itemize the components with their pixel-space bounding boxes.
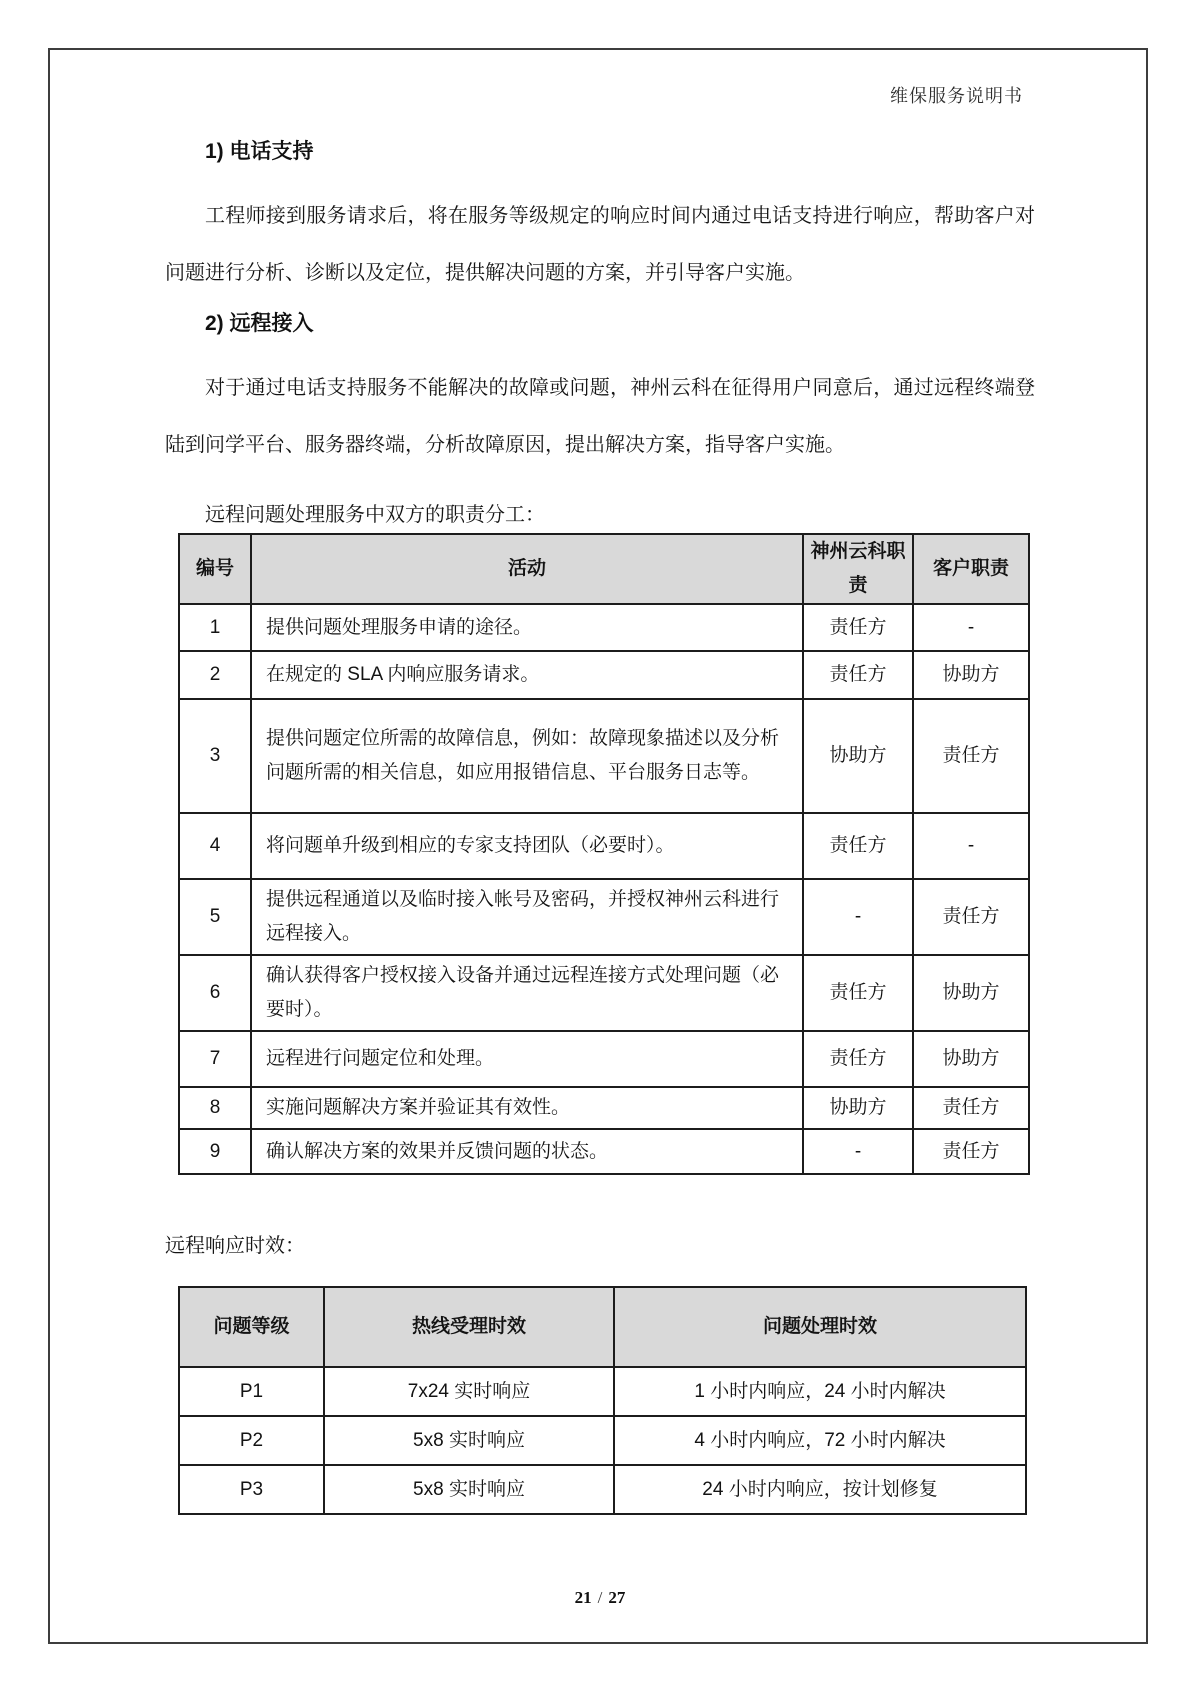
page-number-total: 27 bbox=[608, 1588, 626, 1607]
table-row bbox=[179, 1416, 1026, 1465]
table-row bbox=[179, 651, 1029, 699]
table-cell-number: 6 bbox=[179, 955, 251, 1031]
table-cell-number: 2 bbox=[179, 651, 251, 699]
responsibilities-table-intro: 远程问题处理服务中双方的职责分工： bbox=[205, 504, 545, 526]
table-row bbox=[179, 699, 1029, 813]
column-header-problem-level: 问题等级 bbox=[179, 1287, 324, 1367]
section-heading-phone-support: 1) 电话支持 bbox=[205, 140, 314, 163]
table-row bbox=[179, 1367, 1026, 1416]
table-cell-customer: - bbox=[913, 604, 1029, 651]
sla-table-intro: 远程响应时效： bbox=[165, 1235, 305, 1257]
table-cell-activity: 确认获得客户授权接入设备并通过远程连接方式处理问题（必要时）。 bbox=[251, 955, 803, 1031]
column-header-customer-responsibility: 客户职责 bbox=[913, 534, 1029, 604]
table-cell-activity: 提供问题定位所需的故障信息，例如：故障现象描述以及分析问题所需的相关信息，如应用报错信息、平台服务日志等。 bbox=[251, 699, 803, 813]
table-cell-szyk: 责任方 bbox=[803, 813, 913, 879]
table-cell-szyk: 责任方 bbox=[803, 604, 913, 651]
table-cell-hotline: 7x24 实时响应 bbox=[324, 1367, 614, 1416]
paragraph-phone-support: 工程师接到服务请求后，将在服务等级规定的响应时间内通过电话支持进行响应，帮助客户对问题进行分析、诊断以及定位，提供解决问题的方案，并引导客户实施。 bbox=[165, 205, 1035, 284]
page-number-separator: / bbox=[597, 1588, 603, 1607]
table-cell-szyk: 责任方 bbox=[803, 955, 913, 1031]
paragraph-remote-access: 对于通过电话支持服务不能解决的故障或问题，神州云科在征得用户同意后，通过远程终端登陆到问学平台、服务器终端，分析故障原因，提出解决方案，指导客户实施。 bbox=[165, 377, 1035, 456]
page-number-current: 21 bbox=[574, 1588, 592, 1607]
table-cell-activity: 提供远程通道以及临时接入帐号及密码，并授权神州云科进行远程接入。 bbox=[251, 879, 803, 955]
table-cell-level: P3 bbox=[179, 1465, 324, 1514]
page-number bbox=[0, 1588, 1200, 1608]
column-header-number: 编号 bbox=[179, 534, 251, 604]
table-cell-number: 1 bbox=[179, 604, 251, 651]
column-header-szyk-responsibility: 神州云科职责 bbox=[803, 534, 913, 604]
table-header-row bbox=[179, 534, 1029, 604]
table-cell-customer: - bbox=[913, 813, 1029, 879]
table-cell-customer: 协助方 bbox=[913, 1031, 1029, 1087]
table-cell-number: 5 bbox=[179, 879, 251, 955]
column-header-activity: 活动 bbox=[251, 534, 803, 604]
table-cell-szyk: 协助方 bbox=[803, 1087, 913, 1129]
table-cell-hotline: 5x8 实时响应 bbox=[324, 1416, 614, 1465]
section-heading-remote-access: 2) 远程接入 bbox=[205, 312, 314, 335]
table-cell-customer: 责任方 bbox=[913, 699, 1029, 813]
table-cell-number: 4 bbox=[179, 813, 251, 879]
table-cell-activity: 将问题单升级到相应的专家支持团队（必要时）。 bbox=[251, 813, 803, 879]
table-cell-customer: 责任方 bbox=[913, 1129, 1029, 1174]
table-cell-szyk: - bbox=[803, 1129, 913, 1174]
table-cell-customer: 责任方 bbox=[913, 879, 1029, 955]
table-header-row bbox=[179, 1287, 1026, 1367]
table-cell-processing: 24 小时内响应，按计划修复 bbox=[614, 1465, 1026, 1514]
table-cell-szyk: 协助方 bbox=[803, 699, 913, 813]
column-header-hotline-response: 热线受理时效 bbox=[324, 1287, 614, 1367]
table-cell-number: 3 bbox=[179, 699, 251, 813]
table-row bbox=[179, 955, 1029, 1031]
table-cell-szyk: 责任方 bbox=[803, 651, 913, 699]
table-row bbox=[179, 813, 1029, 879]
table-cell-activity: 在规定的 SLA 内响应服务请求。 bbox=[251, 651, 803, 699]
table-row bbox=[179, 604, 1029, 651]
table-cell-customer: 协助方 bbox=[913, 651, 1029, 699]
table-cell-activity: 提供问题处理服务申请的途径。 bbox=[251, 604, 803, 651]
table-row bbox=[179, 1465, 1026, 1514]
table-cell-activity: 确认解决方案的效果并反馈问题的状态。 bbox=[251, 1129, 803, 1174]
table-cell-processing: 4 小时内响应，72 小时内解决 bbox=[614, 1416, 1026, 1465]
table-cell-number: 9 bbox=[179, 1129, 251, 1174]
table-cell-hotline: 5x8 实时响应 bbox=[324, 1465, 614, 1514]
table-cell-level: P2 bbox=[179, 1416, 324, 1465]
table-row bbox=[179, 1031, 1029, 1087]
table-row bbox=[179, 1087, 1029, 1129]
table-cell-szyk: - bbox=[803, 879, 913, 955]
table-cell-customer: 责任方 bbox=[913, 1087, 1029, 1129]
sla-table bbox=[178, 1286, 1027, 1515]
table-cell-processing: 1 小时内响应，24 小时内解决 bbox=[614, 1367, 1026, 1416]
column-header-processing-time: 问题处理时效 bbox=[614, 1287, 1026, 1367]
table-row bbox=[179, 1129, 1029, 1174]
responsibilities-table bbox=[178, 533, 1030, 1175]
table-cell-number: 8 bbox=[179, 1087, 251, 1129]
table-row bbox=[179, 879, 1029, 955]
table-cell-number: 7 bbox=[179, 1031, 251, 1087]
document-content bbox=[165, 0, 1035, 1515]
table-cell-customer: 协助方 bbox=[913, 955, 1029, 1031]
table-cell-activity: 实施问题解决方案并验证其有效性。 bbox=[251, 1087, 803, 1129]
table-cell-activity: 远程进行问题定位和处理。 bbox=[251, 1031, 803, 1087]
table-cell-szyk: 责任方 bbox=[803, 1031, 913, 1087]
doc-header-title: 维保服务说明书 bbox=[890, 86, 1023, 106]
table-cell-level: P1 bbox=[179, 1367, 324, 1416]
